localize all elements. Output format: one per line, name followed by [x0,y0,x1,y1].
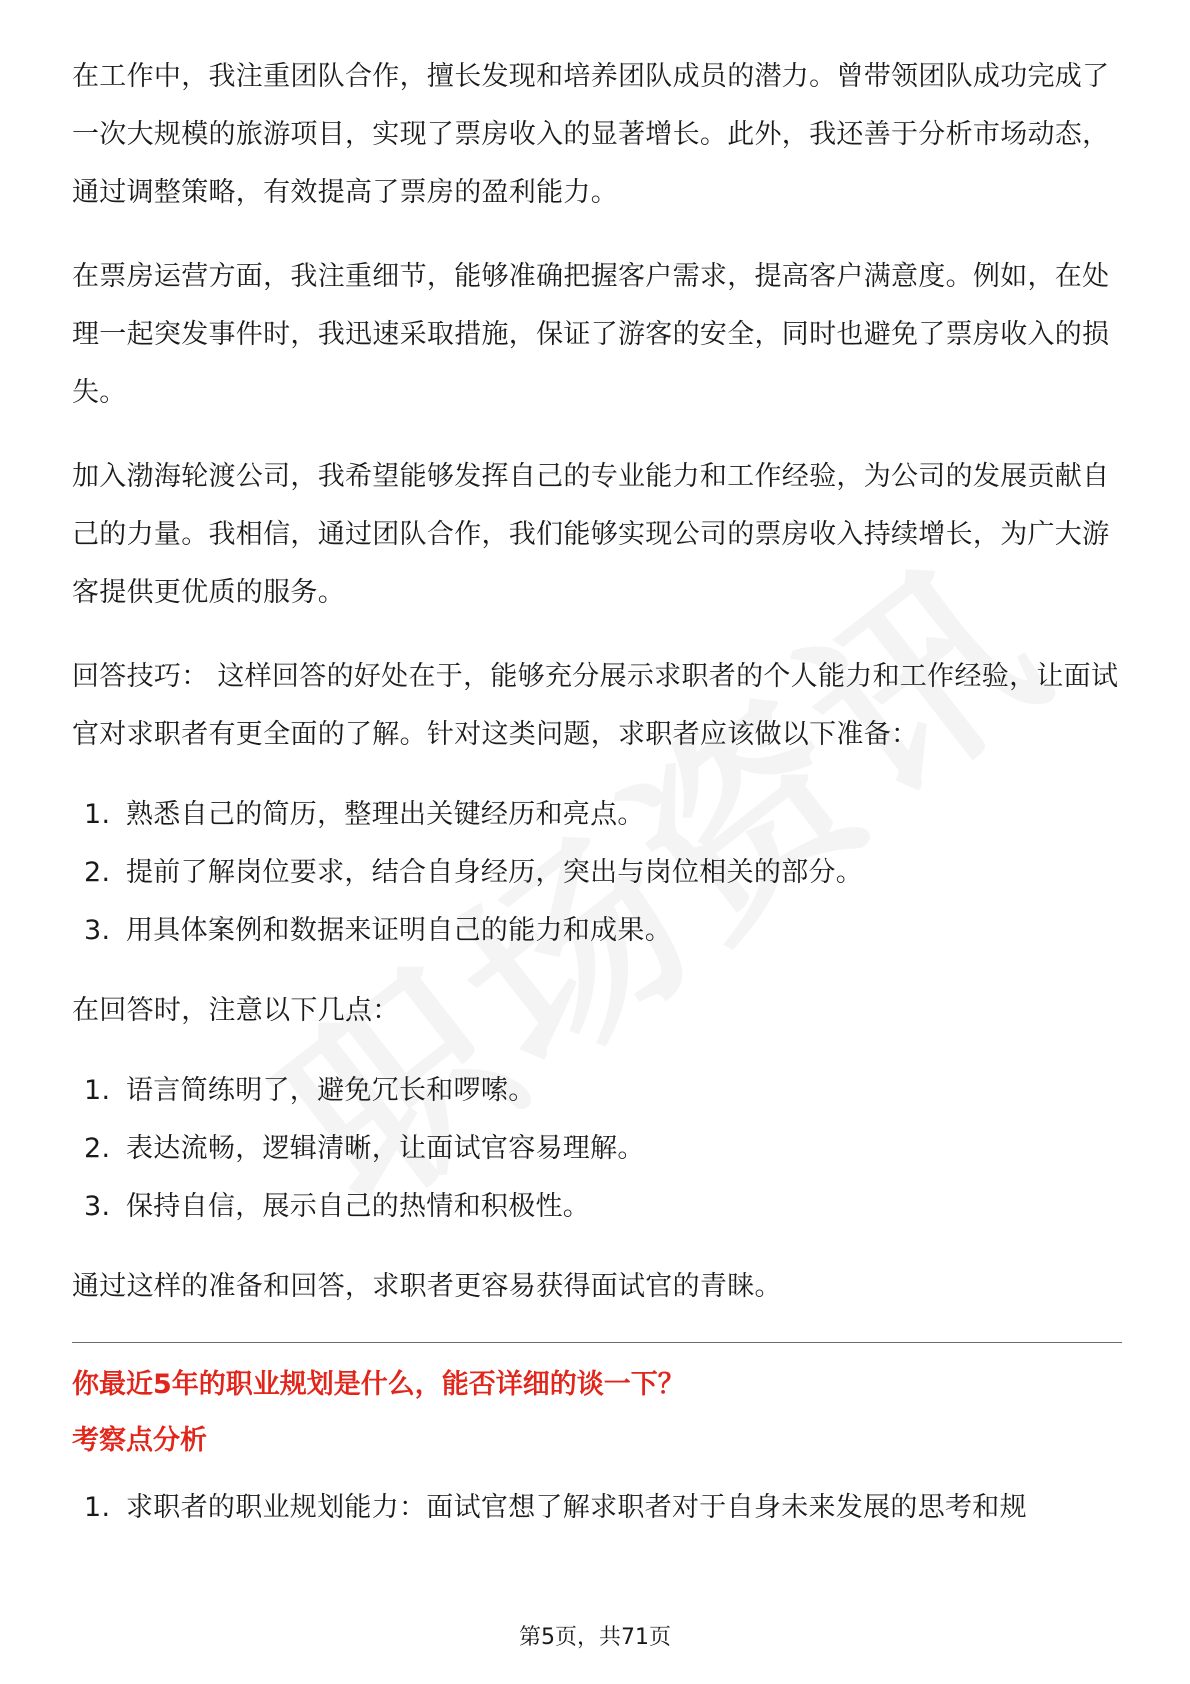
analysis-heading: 考察点分析 [72,1425,207,1456]
preparation-list [72,786,1122,960]
paragraph-teamwork: 在工作中，我注重团队合作，擅长发现和培养团队成员的潜力。曾带领团队成功完成了一次大规模的旅游项目，实现了票房收入的显著增长。此外，我还善于分析市场动态，通过调整策略，有效提高了票房的盈利能力。 [72,61,1110,208]
section-divider [72,1342,1122,1343]
list-number: 1. [84,799,111,830]
paragraph-join-company: 加入渤海轮渡公司，我希望能够发挥自己的专业能力和工作经验，为公司的发展贡献自己的力量。我相信，通过团队合作，我们能够实现公司的票房收入持续增长，为广大游客提供更优质的服务。 [72,461,1110,608]
page-footer: 第5页，共71页 [519,1625,671,1650]
question-title: 你最近5年的职业规划是什么，能否详细的谈一下？ [72,1369,685,1400]
list-number: 1. [84,1492,111,1523]
document-page [72,48,1122,1559]
list-text: 提前了解岗位要求，结合自身经历，突出与岗位相关的部分。 [126,857,864,888]
list-text: 用具体案例和数据来证明自己的能力和成果。 [126,915,672,946]
list-text: 保持自信，展示自己的热情和积极性。 [126,1191,591,1222]
list-item [72,1178,1122,1236]
paragraph-notice-intro: 在回答时，注意以下几点： [72,995,400,1026]
notice-list [72,1062,1122,1236]
list-item [72,1062,1122,1120]
list-number: 3. [84,1191,111,1222]
list-item [72,1120,1122,1178]
list-item [72,786,1122,844]
list-item [72,844,1122,902]
list-number: 2. [84,1133,111,1164]
list-number: 2. [84,857,111,888]
list-item [72,1479,1122,1537]
analysis-list [72,1479,1122,1537]
list-number: 1. [84,1075,111,1106]
list-text: 表达流畅，逻辑清晰，让面试官容易理解。 [126,1133,645,1164]
paragraph-answer-tips: 回答技巧： 这样回答的好处在于，能够充分展示求职者的个人能力和工作经验，让面试官对求职者有更全面的了解。针对这类问题，求职者应该做以下准备： [72,661,1119,750]
paragraph-closing: 通过这样的准备和回答，求职者更容易获得面试官的青睐。 [72,1271,782,1302]
list-item [72,902,1122,960]
list-text: 熟悉自己的简历，整理出关键经历和亮点。 [126,799,645,830]
list-text: 求职者的职业规划能力：面试官想了解求职者对于自身未来发展的思考和规 [126,1492,1027,1523]
list-number: 3. [84,915,111,946]
paragraph-box-office: 在票房运营方面，我注重细节，能够准确把握客户需求，提高客户满意度。例如，在处理一起突发事件时，我迅速采取措施，保证了游客的安全，同时也避免了票房收入的损失。 [72,261,1110,408]
list-text: 语言简练明了，避免冗长和啰嗦。 [126,1075,536,1106]
